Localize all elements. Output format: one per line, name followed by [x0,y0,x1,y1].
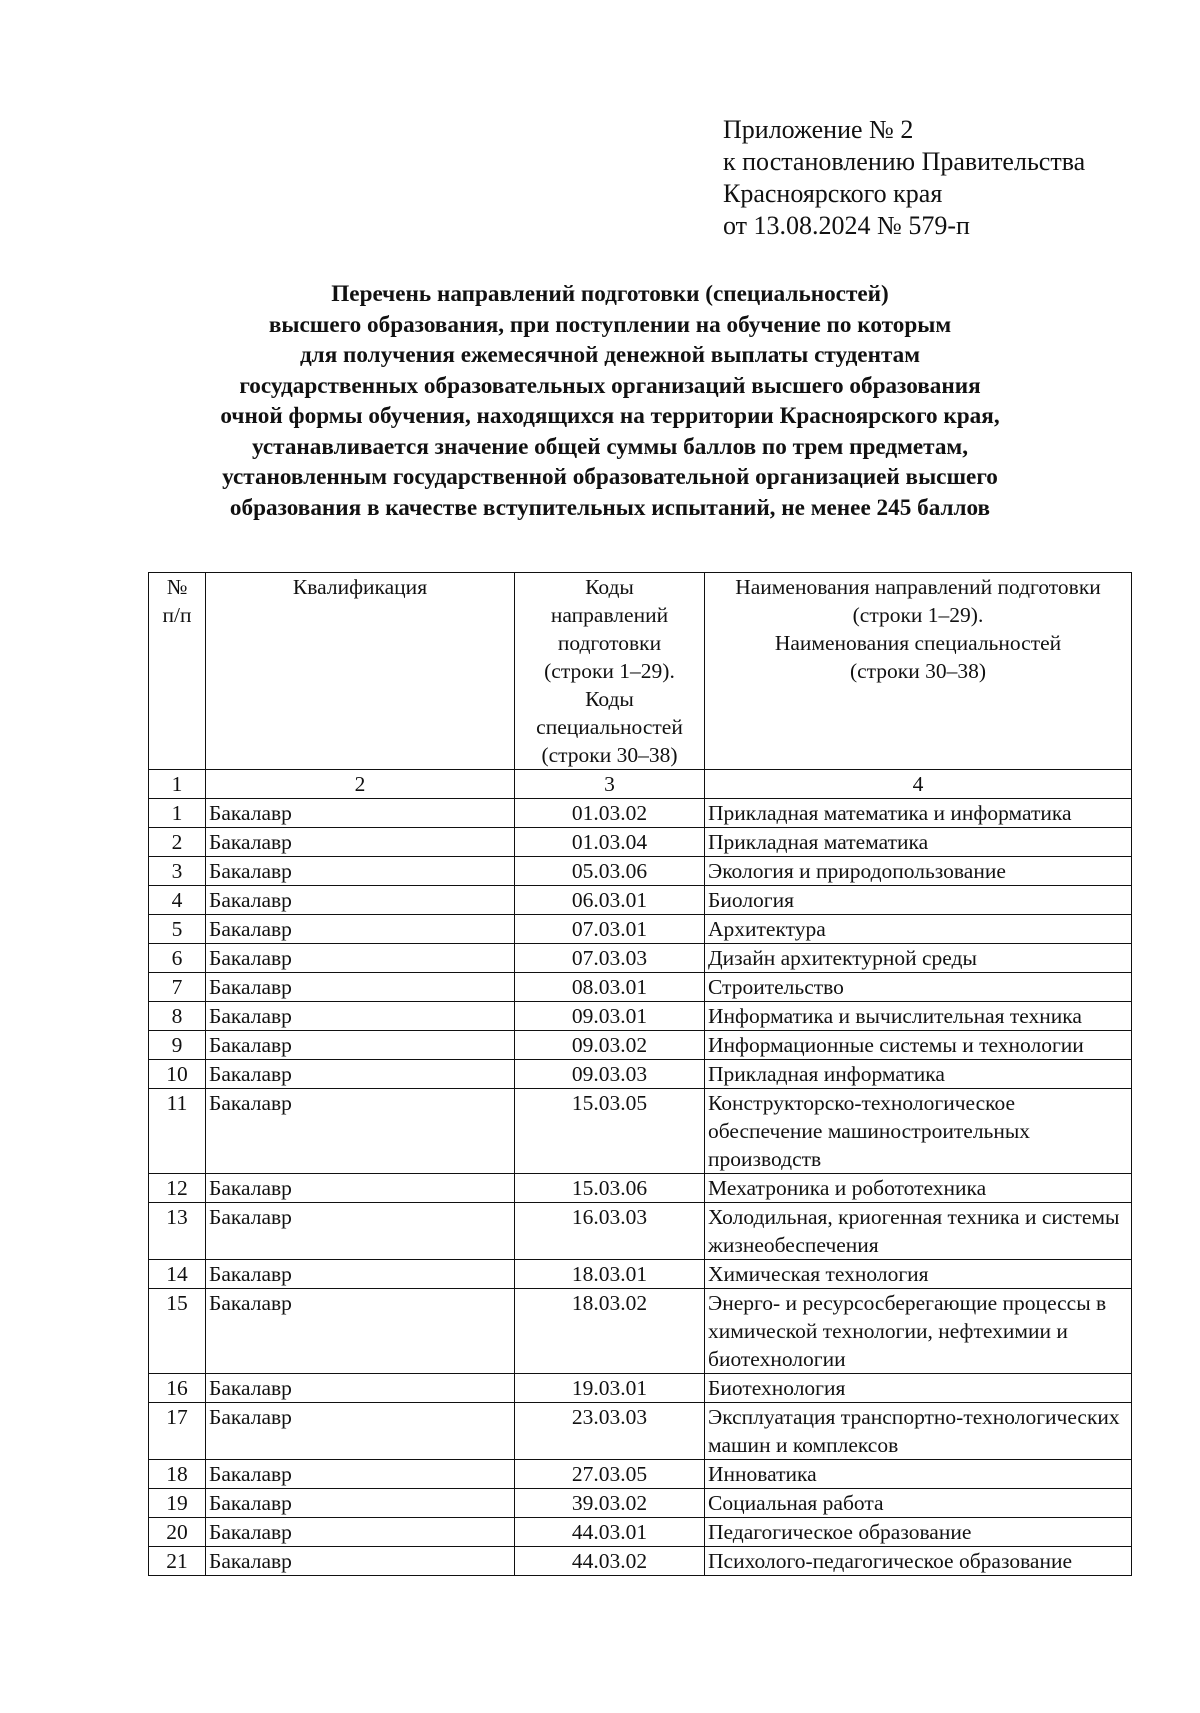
row-number: 15 [149,1289,206,1374]
title-line: установленным государственной образовательной организацией высшего [222,464,998,490]
table-row [149,1060,1132,1089]
row-code: 44.03.02 [515,1547,705,1576]
row-qualification: Бакалавр [206,799,515,828]
row-qualification: Бакалавр [206,1403,515,1460]
row-name: Инноватика [705,1460,1132,1489]
title-line: высшего образования, при поступлении на обучение по которым [268,311,952,338]
row-name: Строительство [705,973,1132,1002]
header-line: подготовки [557,631,662,655]
row-code: 09.03.01 [515,1002,705,1031]
row-name: Прикладная информатика [705,1060,1132,1089]
header-line: Наименования специальностей [774,631,1062,655]
row-code: 16.03.03 [515,1203,705,1260]
column-numbers-row [149,770,1132,799]
table-row [149,1203,1132,1260]
row-number: 5 [149,915,206,944]
row-number: 14 [149,1260,206,1289]
row-name: Холодильная, криогенная техника и системы жизнеобеспечения [705,1203,1132,1260]
title-line: Перечень направлений подготовки (специальностей) [331,281,889,307]
row-number: 9 [149,1031,206,1060]
row-qualification: Бакалавр [206,857,515,886]
header-line: п/п [162,603,192,627]
row-number: 3 [149,857,206,886]
appendix-line: от 13.08.2024 № 579-п [723,211,970,240]
header-line: (строки 1–29). [852,603,984,627]
header-line: специальностей [536,715,683,739]
header-names [705,573,1132,770]
row-name: Конструкторско-технологическое обеспечение машиностроительных производств [705,1089,1132,1174]
row-number: 4 [149,886,206,915]
row-qualification: Бакалавр [206,1289,515,1374]
row-name: Экология и природопользование [705,857,1132,886]
title-line: государственных образовательных организаций высшего образования [239,372,981,399]
row-qualification: Бакалавр [206,1547,515,1576]
row-code: 01.03.04 [515,828,705,857]
header-line: направлений [550,603,669,627]
row-qualification: Бакалавр [206,1460,515,1489]
header-number [149,573,206,770]
column-number: 3 [515,770,705,799]
row-name: Архитектура [705,915,1132,944]
header-line: (строки 30–38) [541,743,678,767]
column-number: 2 [206,770,515,799]
row-name: Прикладная математика [705,828,1132,857]
row-number: 10 [149,1060,206,1089]
row-code: 09.03.02 [515,1031,705,1060]
row-qualification: Бакалавр [206,1203,515,1260]
row-name: Социальная работа [705,1489,1132,1518]
row-name: Биотехнология [705,1374,1132,1403]
row-name: Биология [705,886,1132,915]
row-code: 07.03.03 [515,944,705,973]
appendix-line: к постановлению Правительства [723,147,1086,176]
row-number: 7 [149,973,206,1002]
table-row [149,1489,1132,1518]
row-name: Прикладная математика и информатика [705,799,1132,828]
row-qualification: Бакалавр [206,944,515,973]
row-code: 09.03.03 [515,1060,705,1089]
row-name: Информатика и вычислительная техника [705,1002,1132,1031]
row-number: 6 [149,944,206,973]
row-qualification: Бакалавр [206,828,515,857]
row-name: Информационные системы и технологии [705,1031,1132,1060]
table-row [149,1260,1132,1289]
row-number: 19 [149,1489,206,1518]
appendix-line: Красноярского края [723,179,943,208]
table-row [149,1518,1132,1547]
header-line: Наименования направлений подготовки [735,575,1101,599]
row-qualification: Бакалавр [206,1174,515,1203]
row-code: 06.03.01 [515,886,705,915]
row-qualification: Бакалавр [206,1060,515,1089]
appendix-line: Приложение № 2 [723,115,914,144]
table-row [149,799,1132,828]
row-qualification: Бакалавр [206,886,515,915]
row-code: 07.03.01 [515,915,705,944]
row-number: 8 [149,1002,206,1031]
row-qualification: Бакалавр [206,973,515,1002]
row-qualification: Бакалавр [206,1089,515,1174]
row-code: 15.03.05 [515,1089,705,1174]
row-code: 44.03.01 [515,1518,705,1547]
table-row [149,1031,1132,1060]
header-line: № [166,575,188,599]
row-code: 19.03.01 [515,1374,705,1403]
row-qualification: Бакалавр [206,1031,515,1060]
table-row [149,857,1132,886]
row-name: Дизайн архитектурной среды [705,944,1132,973]
row-number: 17 [149,1403,206,1460]
row-number: 21 [149,1547,206,1576]
document-title [130,279,1090,523]
row-name: Педагогическое образование [705,1518,1132,1547]
table-row [149,1547,1132,1576]
row-code: 23.03.03 [515,1403,705,1460]
table-row [149,828,1132,857]
header-line: (строки 1–29). [544,659,675,683]
row-code: 27.03.05 [515,1460,705,1489]
row-code: 01.03.02 [515,799,705,828]
row-code: 18.03.02 [515,1289,705,1374]
column-number: 1 [149,770,206,799]
row-number: 1 [149,799,206,828]
row-name: Эксплуатация транспортно-технологических машин и комплексов [705,1403,1132,1460]
row-number: 2 [149,828,206,857]
row-qualification: Бакалавр [206,1374,515,1403]
row-qualification: Бакалавр [206,915,515,944]
row-number: 13 [149,1203,206,1260]
row-code: 18.03.01 [515,1260,705,1289]
header-line: Коды [585,687,634,711]
table-row [149,1374,1132,1403]
row-code: 39.03.02 [515,1489,705,1518]
row-name: Мехатроника и робототехника [705,1174,1132,1203]
row-name: Психолого-педагогическое образование [705,1547,1132,1576]
row-qualification: Бакалавр [206,1260,515,1289]
header-line: (строки 30–38) [849,659,987,683]
table-row [149,1289,1132,1374]
table-row [149,944,1132,973]
row-code: 05.03.06 [515,857,705,886]
row-name: Энерго- и ресурсосберегающие процессы в химической технологии, нефтехимии и биотехнологии [705,1289,1132,1374]
row-code: 15.03.06 [515,1174,705,1203]
table-row [149,886,1132,915]
row-number: 18 [149,1460,206,1489]
row-code: 08.03.01 [515,973,705,1002]
title-line: очной формы обучения, находящихся на территории Красноярского края, [220,403,1000,429]
table-row [149,1460,1132,1489]
title-line: для получения ежемесячной денежной выплаты студентам [299,342,921,368]
row-qualification: Бакалавр [206,1002,515,1031]
header-line: Квалификация [292,575,428,599]
row-qualification: Бакалавр [206,1518,515,1547]
header-line: Коды [585,575,634,599]
title-line: образования в качестве вступительных испытаний, не менее 245 баллов [229,494,991,521]
row-number: 11 [149,1089,206,1174]
table-header-row [149,573,1132,770]
row-name: Химическая технология [705,1260,1132,1289]
table-row [149,973,1132,1002]
row-qualification: Бакалавр [206,1489,515,1518]
title-line: устанавливается значение общей суммы баллов по трем предметам, [251,433,969,460]
table-row [149,1089,1132,1174]
table-row [149,1403,1132,1460]
row-number: 20 [149,1518,206,1547]
appendix-block [723,114,1085,242]
table-row [149,1002,1132,1031]
row-number: 12 [149,1174,206,1203]
row-number: 16 [149,1374,206,1403]
header-codes [515,573,705,770]
column-number: 4 [705,770,1132,799]
table-row [149,1174,1132,1203]
directions-table [148,572,1132,1576]
table-row [149,915,1132,944]
header-qualification [206,573,515,770]
